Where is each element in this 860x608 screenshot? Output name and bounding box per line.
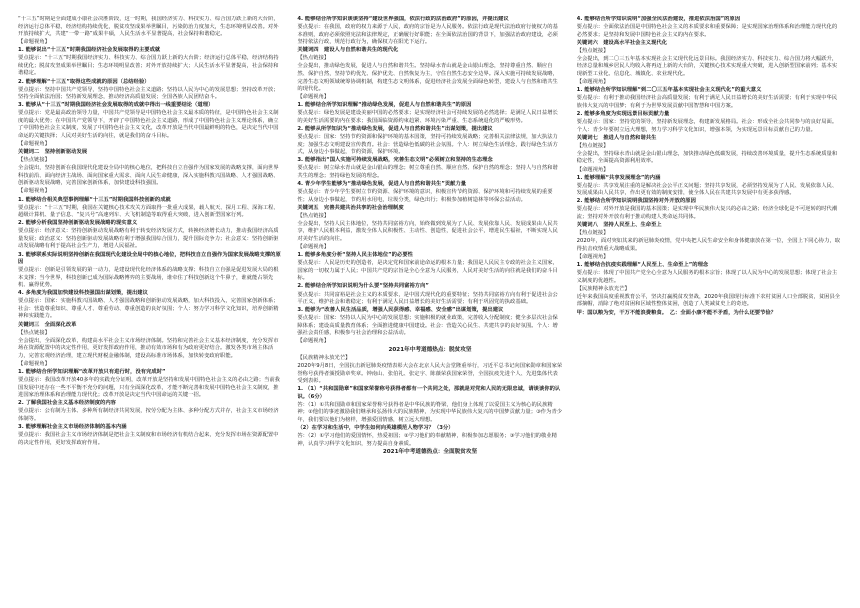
question-heading: 1. 能够理解“共享发展理念”的内涵: [576, 174, 661, 181]
paragraph: 要点提示：体现了中国共产党全心全意为人民服务的根本宗旨；体现了以人民为中心的发展思想；体现了社会主义制度的优越性。: [576, 270, 838, 284]
paragraph: 【命题视角】: [18, 188, 50, 195]
paragraph: 【命题视角】: [297, 94, 330, 101]
question-heading: 1. 能够结合相关典型事例理解“十三五”时期我国科技创新的成就: [18, 196, 171, 203]
paragraph: 要点提示：国家：坚持以人民为中心的发展思想；实施积极的就业政策，完善收入分配制度；健全多层次社会保障体系；建设高质量教育体系；全面推进健康中国建设。社会：营造关心民生、共建共享的良好氛围。个人：增强社会责任感，积极参与社会治理和公益活动。: [297, 315, 558, 337]
paragraph: 要点提示：坚持中国共产党领导，坚持中国特色社会主义道路；坚持以人民为中心的发展思想；坚持改革开放；坚持全面依法治国；坚持新发展理念，推动经济高质量发展；全国各族人民团结奋斗。: [18, 86, 279, 101]
paragraph: 全会提出，推动绿色发展，促进人与自然和谐共生。坚持绿水青山就是金山银山理念，坚持尊重自然、顺应自然、保护自然，坚持节约优先、保护优先、自然恢复为主，守住自然生态安全边界。深入实施可持续发展战略，完善生态文明领域统筹协调机制，构建生态文明体系，促进经济社会发展全面绿色转型，建设人与自然和谐共生的现代化。: [297, 63, 558, 93]
question-heading: 1. 能够结合所学知识理解“到二〇三五年基本实现社会主义现代化”的重大意义: [576, 87, 762, 94]
paragraph: 要点提示：树立绿水青山就是金山银山的理念；树立尊重自然、顺应自然、保护自然的理念；坚持人与自然和谐共生的理念；坚持绿色发展的理念。: [297, 165, 558, 179]
paragraph: 【热点链接】: [297, 212, 330, 219]
paragraph: 要点提示：共享发展注重的是解决社会公平正义问题；坚持共享发展，必须坚持发展为了人民、发展依靠人民、发展成果由人民共享，作出更有效的制度安排，使全体人民在共建共享发展中有更多获得感。: [576, 182, 838, 197]
paragraph: 【命题视角】: [297, 244, 330, 251]
question-heading: 1. 能够结合抗疫实践理解“人民至上、生命至上”的理念: [576, 262, 709, 269]
paragraph: 全会提出，坚持绿水青山就是金山银山理念，加快推动绿色低碳发展，持续改善环境质量，提升生态系统质量和稳定性，全面提高资源利用效率。: [576, 150, 838, 165]
paragraph: 要点提示：“十三五”时期，我国在关键核心技术攻关方面取得一批重大成果，载人航天、探月工程、深海工程、超级计算机、量子信息、“复兴号”高速列车、大飞机制造等取得重大突破，进入创新型国家行列。: [18, 204, 279, 219]
section-heading: 关键词二 坚持创新驱动发展: [18, 149, 88, 156]
paragraph: 【命题视角】: [576, 253, 609, 260]
question-heading: 1. 能够说出“十三五”时期我国经济社会发展取得的主要成就: [18, 47, 161, 54]
question-heading: 3. 能够联系实际说明坚持创新在我国现代化建设全局中的核心地位，把科技自立自强作为国家发展战略支撑的原因: [18, 251, 281, 266]
question-heading: 2. 能够理解“十三五”取得这些成就的原因（总结经验）: [18, 78, 150, 85]
paragraph: 全会提出，坚持创新在我国现代化建设全局中的核心地位，把科技自立自强作为国家发展的战略支撑，面向世界科技前沿、面向经济主战场、面向国家重大需求、面向人民生命健康，深入实施科教兴国战略、人才强国战略、创新驱动发展战略，完善国家创新体系，加快建设科技强国。: [18, 165, 279, 187]
question-heading: 2. 能够结合所学知识说明我国坚持对外开放的原因: [576, 198, 696, 205]
section-heading: 关键词五 完善共建共治共享的社会治理制度: [297, 204, 404, 211]
question-heading: 1. 能够多角度分析“坚持人民主体地位”的必要性: [297, 252, 413, 259]
paragraph: 【命题视角】: [297, 338, 330, 345]
paragraph: “十三五”时期是全面建成小康社会决胜阶段，这一时期，我国经济实力、科技实力、综合国力跃上新的大台阶，经济运行总体平稳，经济结构持续优化，脱贫攻坚成果举世瞩目，污染防治力度加大，生态环境明显改善。对外开放持续扩大，共建“一带一路”成果丰硕，人民生活水平显著提高，社会保持和谐稳定。: [18, 16, 279, 38]
paragraph: 要点提示：有利于推动我国经济社会高质量发展；有利于满足人民日益增长的美好生活需要；有利于实现中华民族伟大复兴的中国梦；有利于为世界发展贡献中国智慧和中国方案。: [576, 95, 838, 109]
paragraph: 要点提示：我国社会主义市场经济体制是把社会主义制度和市场经济有机结合起来，充分发挥市场在资源配置中的决定性作用，更好发挥政府作用。: [18, 432, 279, 446]
paragraph: 要点提示：对外开放是我国的基本国策；是实现中华民族伟大复兴的必由之路；经济全球化是不可逆转的时代潮流；坚持对外开放有利于推动构建人类命运共同体。: [576, 206, 838, 220]
paragraph: 【热点链接】: [576, 230, 609, 237]
paragraph: 【民族精神永放光芒】: [576, 285, 630, 292]
paragraph: 要点提示：公有制为主体、多种所有制经济共同发展，按劳分配为主体、多种分配方式并存，社会主义市场经济体制等。: [18, 408, 279, 422]
question-heading: 3. 能够指出“国人实施可持续发展战略，完善生态文明”必须树立和坚持的生态理念: [297, 157, 493, 164]
paragraph: 全会提出，坚持人民主体地位，坚持共同富裕方向，始终做到发展为了人民、发展依靠人民、发展成果由人民共享，维护人民根本利益，激发全体人民积极性、主动性、创造性，促进社会公平，增进民生福祉，不断实现人民对美好生活的向往。: [297, 220, 558, 242]
question-heading: 4. 能够结合所学知识说明“加强全民法治建设，推进依法治国”的原因: [576, 16, 741, 22]
paragraph: 答：（2）①学习他们的爱国情怀，热爱祖国；②学习他们的奉献精神，积极参加志愿服务；③学习他们的敬业精神，认真学习科学文化知识，努力提高自身素质。: [297, 433, 557, 447]
question-heading: 3. 能够为“改善人民生活品质，增强人民获得感、幸福感、安全感”出谋划策，提出建议: [297, 307, 504, 314]
paragraph: 2020年9月8日，全国抗击新冠肺炎疫情表彰大会在北京人民大会堂隆重举行，习近平总书记向国家勋章和国家荣誉称号获得者颁授勋章奖章。钟南山、张伯礼、张定宇、陈薇荣获国家荣誉，全国抗疫先进个人、先进集体代表受到表彰。: [297, 363, 563, 385]
paragraph: 【命题视角】: [576, 166, 609, 173]
question-heading: 1. 能够结合所学知识理解“改革开放只有进行时，没有完成时”: [18, 369, 166, 376]
paragraph: 要点提示：青少年学生要树立节约资源、保护环境的意识，积极宣传节约资源、保护环境和可持续发展的重要性；从身边小事做起，节约用水用电，垃圾分类，绿色出行；积极参加植树造林等环保公益活动。: [297, 189, 553, 203]
paragraph: 要点提示：国家：实施科教兴国战略、人才强国战略和创新驱动发展战略，加大科技投入，完善国家创新体系；社会：营造尊重知识、尊重人才、尊重劳动、尊重创造的良好氛围；个人：努力学习科学文化知识，培养创新精神和实践能力。: [18, 298, 279, 320]
section-heading: 关键词三 全面深化改革: [18, 321, 77, 328]
section-heading: 关键词六 建设高水平社会主义现代化: [576, 39, 668, 46]
paragraph: 【热点链接】: [18, 329, 50, 336]
paragraph: 2020年，面对突如其来的新冠肺炎疫情，党中央把人民生命安全和身体健康放在第一位，全国上下同心协力，取得抗击疫情重大战略成果。: [576, 238, 841, 252]
paragraph: 要点提示：绿色发展是建设美丽中国的必然要求；是实现经济社会可持续发展的必然选择；是满足人民日益增长的美好生活需要的内在要求；我国面临资源约束趋紧、环境污染严重、生态系统退化的严峻形势。: [297, 110, 558, 124]
paragraph: 要点提示：我国改革开放40多年的实践充分证明，改革开放是坚持和发展中国特色社会主义的必由之路；当前我国发展中还存在一些不平衡不充分的问题，只有全面深化改革，才能不断完善和发展中国特色社会主义制度，推进国家治理体系和治理能力现代化；改革开放是决定当代中国命运的关键一招。: [18, 377, 280, 399]
paragraph: 【命题视角】: [18, 39, 50, 46]
paragraph: 【热点链接】: [18, 157, 50, 164]
question-heading: 2. 了解我国社会主义基本经济制度的内容: [18, 400, 116, 407]
question-heading: 甲：国以粮为安，干万不能浪费粮食。 乙：全面小康不能不矛盾，为什么还要节俭？: [576, 309, 777, 316]
paragraph: 要点提示：全面依法治国是中国特色社会主义的本质要求和重要保障；是实现国家治理体系和治理能力现代化的必然要求；是坚持和发展中国特色社会主义的内在要求。: [576, 24, 838, 38]
question-heading: 4. 多角度为我国加快建设科技强国出谋划策，提出建议: [18, 290, 148, 297]
paragraph: 要点提示：共同富裕是社会主义的本质要求，是中国式现代化的重要特征；坚持共同富裕方向有利于促进社会公平正义，维护社会和谐稳定；有利于满足人民日益增长的美好生活需要；有利于巩固党的执政基础。: [297, 291, 558, 306]
paragraph: 全会提出，全面深化改革，构建高水平社会主义市场经济体制。坚持和完善社会主义基本经济制度，充分发挥市场在资源配置中的决定性作用，更好发挥政府作用，推动有效市场和有为政府更好结合。激发各类市场主体活力，完善宏观经济治理，建立现代财税金融体制，建设高标准市场体系，加快转变政府职能。: [18, 337, 279, 359]
question-heading: 4. 青少年学生能够为“推动绿色发展，促进人与自然和谐共生”贡献力量: [297, 180, 467, 187]
columns: [18, 16, 842, 598]
column-right: [577, 16, 842, 598]
paragraph: 要点提示：党是最高政治领导力量，中国共产党领导是中国特色社会主义最本质的特征，是中国特色社会主义制度的最大优势；在中国共产党领导下，开辟了中国特色社会主义道路，形成了中国特色社会主义理论体系，确立了中国特色社会主义制度，发展了中国特色社会主义文化，改革开放是当代中国最鲜明的特色，是决定当代中国命运的关键抉择；人民对美好生活的向往，就是我们的奋斗目标。: [18, 110, 279, 139]
paragraph: 【热点链接】: [576, 47, 609, 54]
paragraph: 要点提示：人民是历史的创造者，是决定党和国家前途命运的根本力量；我国是人民民主专政的社会主义国家，国家的一切权力属于人民；中国共产党的宗旨是全心全意为人民服务，人民对美好生活的向往就是我们的奋斗目标。: [297, 260, 558, 282]
question-heading: 2. 能够多角度为实现远景目标贡献力量: [576, 110, 670, 117]
column-middle: [297, 16, 562, 598]
question-heading: 1. 能够结合所学知识理解“推动绿色发展，促进人与自然和谐共生”的原因: [297, 102, 472, 109]
question-heading: （2）在学习和生活中，中学生如何向英雄模范人物学习？（3分）: [297, 425, 454, 432]
question-heading: 2. 能够从所学知识为“推动绿色发展，促进人与自然和谐共生”出谋划策，提出建议: [297, 125, 493, 132]
question-heading: 3. 能够从“十三五”时期我国经济社会发展取得的成就中得出一线重要结论（道理）: [18, 102, 214, 109]
question-heading: 1. （1）“共和国勋章”和国家荣誉称号获得者都有一个共同之处，那就是对党和人民的无限忠诚，请谈谈你的认识。（6分）: [297, 386, 561, 400]
paragraph: 【命题视角】: [18, 141, 50, 147]
paragraph: 【民族精神永放光芒】: [297, 355, 351, 362]
section-heading: 关键词七 推进人与自然和谐共生: [576, 134, 657, 141]
question-heading: 2. 能够分析我国坚持创新驱动发展战略的现实意义: [18, 220, 138, 227]
centered-title: 2021年中考道德热点：全面脱贫攻坚: [382, 448, 478, 455]
section-heading: 关键词八 坚持人民至上、生命至上: [576, 222, 662, 229]
paragraph: 【命题视角】: [18, 360, 50, 367]
paragraph: 全会提出，到二〇三五年基本实现社会主义现代化远景目标。我国经济实力、科技实力、综合国力将大幅跃升，经济总量和城乡居民人均收入将再迈上新的大台阶，关键核心技术实现重大突破，进入创新型国家前列；基本实现新型工业化、信息化、城镇化、农业现代化。: [576, 55, 838, 77]
paragraph: 【命题视角】: [576, 79, 609, 86]
paragraph: 【热点链接】: [297, 55, 330, 62]
paragraph: 要点提示：创新是引领发展的第一动力，是建设现代化经济体系的战略支撑；科技自立自强是促进发展大局的根本支撑；当今世界，科技创新已成为国际战略博弈的主要战场，谁牵住了科技创新这个牛鼻子，谁就能占领先机、赢得优势。: [18, 267, 279, 289]
paragraph: 要点提示：在我国，政府的权力来源于人民，政府的宗旨是为人民服务。依法行政是现代法治政府行使权力的基本准则，政府必须依照宪法和法律规定，正确履行好职能；在全面依法治国的背景下，加强法治政府建设，必须坚持依法行政，规范行政行为，确保权力在阳光下运行。: [297, 24, 558, 46]
column-left: [18, 16, 283, 598]
paragraph: 要点提示：国家：坚持党的领导，坚持新发展理念，构建新发展格局。社会：形成全社会共同参与的良好局面。个人：青少年要树立远大理想，努力学习科学文化知识，增强本领，为实现远景目标贡献自己的力量。: [576, 119, 838, 133]
paragraph: 要点提示：经济意义：坚持创新驱动发展战略有利于转变经济发展方式，转换经济增长动力，推动我国经济高质量发展；政治意义：坚持创新驱动发展战略有利于增强我国综合国力，提升国际竞争力；社会意义：坚持创新驱动发展战略有利于提高社会生产力，增进人民福祉。: [18, 228, 279, 250]
paragraph: 要点提示：“十三五”时期我国经济实力、科技实力、综合国力跃上新的大台阶；经济运行总体平稳，经济结构持续优化；脱贫攻坚成果举世瞩目；生态环境明显改善；对外开放持续扩大；人民生活水平显著提高，社会保持和谐稳定。: [18, 55, 279, 77]
paragraph: 要点提示：国家：坚持节约资源和保护环境的基本国策，坚持可持续发展战略；完善相关法律法规，加大执法力度；加强生态文明建设宣传教育。社会：营造绿色低碳的社会氛围。个人：树立绿色生活理念，践行绿色生活方式，从身边小事做起，节约资源，保护环境。: [297, 134, 558, 156]
section-heading: 关键词四 建设人与自然和谐共生的现代化: [297, 47, 399, 54]
paragraph: 答：（1）①共和国勋章和国家荣誉称号获得者是中华民族的脊梁，他们身上体现了以爱国主义为核心的民族精神；②他们的事迹激励我们继承和弘扬伟大的民族精神，为实现中华民族伟大复兴的中国梦贡献力量；③作为青少年，我们要以他们为榜样，增强爱国情感，树立远大理想。: [297, 401, 563, 423]
paragraph: 【热点链接】: [576, 142, 609, 149]
question-heading: 4. 能够结合所学知识谈谈坚持“建设世界强国，依法行政的法治政府”的原因，并提出建议: [297, 16, 509, 22]
paragraph: 近年来我国高度重视教育公平，坚决打赢脱贫攻坚战，2020年我国现行标准下农村贫困人口全部脱贫，贫困县全部摘帽，消除了绝对贫困和区域性整体贫困，创造了人类减贫史上的奇迹。: [576, 293, 841, 308]
centered-title: 2021年中考道德热点：脱贫攻坚: [388, 346, 472, 353]
question-heading: 2. 能够结合所学知识说明为什么要“坚持共同富裕方向”: [297, 283, 429, 290]
question-heading: 3. 能够理解社会主义市场经济体制的基本内涵: [18, 424, 127, 431]
